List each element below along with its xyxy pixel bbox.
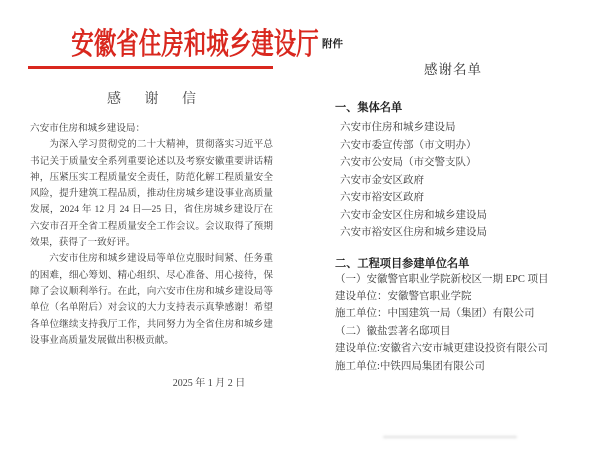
letterhead	[30, 28, 319, 62]
letter-title: 感 谢 信	[107, 92, 206, 107]
project-contractor-line: 施工单位：中国建筑一局（集团）有限公司	[335, 308, 535, 320]
list-item: 六安市金安区住房和城乡建设局	[340, 209, 487, 221]
list-item: 六安市住房和城乡建设局	[340, 122, 456, 133]
attachment-label: 附件	[322, 38, 343, 50]
section-heading-projects: 二、工程项目参建单位名单	[335, 257, 470, 270]
project-title: （二）徽盐雲著名邸项目	[335, 325, 451, 337]
project-builder-line: 建设单位:安徽省六安市城更建设投资有限公司	[335, 343, 548, 355]
letter-paragraph-2: 六安市住房和城乡建设局等单位克服时间紧、任务重的困难，细心筹划、精心组织、尽心准备、用心接待，保障了会议顺利举行。在此，向六安市住房和城乡建设局等单位（名单附后）对会议的大力支持表示真挚感谢！希望各单位继续支持我厅工作，共同努力为全省住房和城乡建设事业高质量发展做出积极贡献。	[30, 253, 273, 346]
scan-shadow-artifact	[383, 436, 517, 438]
letter-paragraph-1: 为深入学习贯彻党的二十大精神，贯彻落实习近平总书记关于质量安全系列重要论述以及考察安徽重要讲话精神，压紧压实工程质量安全责任，防范化解工程质量安全风险，提升建筑工程品质，推动住房城乡建设事业高质量发展，2024 年 12 月 24 日—25 日，省住房城乡建设厅在六安市召开全省工程质量安全工作会议。会议取得了预期效果，获得了一致好评。	[30, 139, 273, 249]
letter-body	[30, 121, 273, 349]
list-item: 六安市公安局（市交警支队）	[340, 157, 477, 168]
letterhead-title: 安徽省住房和城乡建设厅	[71, 28, 319, 61]
collective-list	[322, 119, 584, 242]
list-item: 六安市金安区政府	[340, 174, 424, 186]
attachment-title: 感谢名单	[424, 62, 482, 77]
list-item: 六安市委宣传部（市文明办）	[340, 139, 477, 151]
letter-page	[30, 0, 319, 450]
list-item: 六安市裕安区住房和城乡建设局	[340, 227, 487, 238]
project-title: （一）安徽警官职业学院新校区一期 EPC 项目	[335, 273, 549, 285]
project-block-2	[322, 323, 584, 375]
attachment-page	[322, 36, 584, 375]
list-item: 六安市裕安区政府	[340, 192, 424, 203]
letter-date: 2025 年 1 月 2 日	[172, 378, 246, 389]
letter-salutation: 六安市住房和城乡建设局：	[30, 123, 146, 134]
letterhead-rule	[28, 66, 273, 69]
project-block-1	[322, 271, 584, 323]
project-builder-line: 建设单位：安徽警官职业学院	[335, 290, 472, 302]
section-heading-collective: 一、集体名单	[335, 102, 403, 114]
project-contractor-line: 施工单位:中铁四局集团有限公司	[335, 360, 485, 372]
